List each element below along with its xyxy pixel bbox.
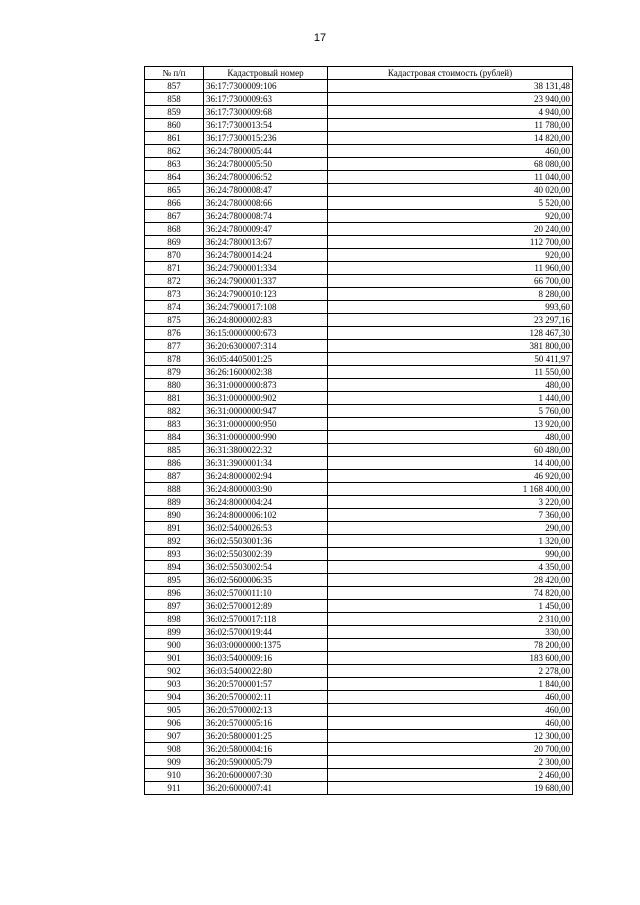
row-number: 879 (145, 366, 204, 379)
row-number: 866 (145, 197, 204, 210)
cadastral-number: 36:24:7800014:24 (204, 249, 328, 262)
row-number: 878 (145, 353, 204, 366)
cadastral-value: 14 400,00 (328, 457, 573, 470)
row-number: 880 (145, 379, 204, 392)
page-number: 17 (313, 32, 327, 44)
table-row (145, 223, 573, 236)
cadastral-number: 36:02:5503002:54 (204, 561, 328, 574)
row-number: 892 (145, 535, 204, 548)
cadastral-value: 5 760,00 (328, 405, 573, 418)
row-number: 905 (145, 704, 204, 717)
cadastral-number: 36:26:1600002:38 (204, 366, 328, 379)
cadastral-value: 2 278,00 (328, 665, 573, 678)
cadastral-number: 36:31:0000000:873 (204, 379, 328, 392)
row-number: 885 (145, 444, 204, 457)
table-row (145, 574, 573, 587)
cadastral-value: 11 040,00 (328, 171, 573, 184)
cadastral-number: 36:31:0000000:990 (204, 431, 328, 444)
row-number: 862 (145, 145, 204, 158)
table-row (145, 639, 573, 652)
cadastral-number: 36:24:7800005:50 (204, 158, 328, 171)
row-number: 902 (145, 665, 204, 678)
row-number: 863 (145, 158, 204, 171)
cadastral-number: 36:20:6300007:314 (204, 340, 328, 353)
table-row (145, 145, 573, 158)
table-row (145, 444, 573, 457)
cadastral-number: 36:20:5800004:16 (204, 743, 328, 756)
cadastral-number: 36:02:5700019:44 (204, 626, 328, 639)
cadastral-number: 36:31:0000000:950 (204, 418, 328, 431)
cadastral-value: 11 960,00 (328, 262, 573, 275)
cadastral-number: 36:24:7800009:47 (204, 223, 328, 236)
cadastral-number: 36:17:7300009:63 (204, 93, 328, 106)
cadastral-value: 28 420,00 (328, 574, 573, 587)
table-header (145, 67, 573, 80)
row-number: 909 (145, 756, 204, 769)
cadastral-number: 36:24:7800008:47 (204, 184, 328, 197)
cadastral-number: 36:24:7800008:66 (204, 197, 328, 210)
cadastral-value: 381 800,00 (328, 340, 573, 353)
cadastral-value: 2 460,00 (328, 769, 573, 782)
row-number: 907 (145, 730, 204, 743)
cadastral-number: 36:17:7300015:236 (204, 132, 328, 145)
table-row (145, 327, 573, 340)
table-row (145, 457, 573, 470)
cadastral-number: 36:20:5700005:16 (204, 717, 328, 730)
cadastral-value: 20 240,00 (328, 223, 573, 236)
row-number: 857 (145, 80, 204, 93)
row-number: 869 (145, 236, 204, 249)
cadastral-value: 290,00 (328, 522, 573, 535)
cadastral-number: 36:02:5700017:118 (204, 613, 328, 626)
row-number: 893 (145, 548, 204, 561)
row-number: 874 (145, 301, 204, 314)
header-row-number: № п/п (145, 67, 204, 80)
cadastral-number: 36:20:6000007:30 (204, 769, 328, 782)
cadastral-value: 50 411,97 (328, 353, 573, 366)
cadastral-number: 36:02:5600006:35 (204, 574, 328, 587)
table-row (145, 431, 573, 444)
cadastral-number: 36:31:0000000:902 (204, 392, 328, 405)
cadastral-value: 460,00 (328, 691, 573, 704)
table-row (145, 340, 573, 353)
cadastral-number: 36:20:5800001:25 (204, 730, 328, 743)
table-body (145, 80, 573, 795)
cadastral-value: 183 600,00 (328, 652, 573, 665)
table-row (145, 366, 573, 379)
row-number: 872 (145, 275, 204, 288)
cadastral-value: 66 700,00 (328, 275, 573, 288)
cadastral-value: 1 840,00 (328, 678, 573, 691)
row-number: 888 (145, 483, 204, 496)
cadastral-value: 4 350,00 (328, 561, 573, 574)
table-row (145, 80, 573, 93)
cadastral-number: 36:31:3800022:32 (204, 444, 328, 457)
cadastral-number: 36:20:5900005:79 (204, 756, 328, 769)
header-cadastral-value: Кадастровая стоимость (рублей) (328, 67, 573, 80)
table-row (145, 392, 573, 405)
cadastral-value: 40 020,00 (328, 184, 573, 197)
cadastral-value-table (144, 66, 573, 795)
table-row (145, 522, 573, 535)
table-row (145, 249, 573, 262)
cadastral-number: 36:31:3900001:34 (204, 457, 328, 470)
table-row (145, 236, 573, 249)
cadastral-value: 7 360,00 (328, 509, 573, 522)
cadastral-number: 36:24:8000002:94 (204, 470, 328, 483)
table-row (145, 418, 573, 431)
cadastral-value: 920,00 (328, 210, 573, 223)
row-number: 859 (145, 106, 204, 119)
row-number: 891 (145, 522, 204, 535)
table-row (145, 730, 573, 743)
cadastral-number: 36:02:5503002:39 (204, 548, 328, 561)
cadastral-number: 36:20:5700002:11 (204, 691, 328, 704)
row-number: 895 (145, 574, 204, 587)
table-row (145, 756, 573, 769)
cadastral-value: 38 131,48 (328, 80, 573, 93)
row-number: 875 (145, 314, 204, 327)
table-row (145, 665, 573, 678)
cadastral-number: 36:20:6000007:41 (204, 782, 328, 795)
cadastral-value: 74 820,00 (328, 587, 573, 600)
table-row (145, 106, 573, 119)
cadastral-number: 36:15:0000000:673 (204, 327, 328, 340)
cadastral-number: 36:02:5400026:53 (204, 522, 328, 535)
row-number: 868 (145, 223, 204, 236)
cadastral-number: 36:02:5700011:10 (204, 587, 328, 600)
cadastral-value: 11 780,00 (328, 119, 573, 132)
table-row (145, 275, 573, 288)
cadastral-number: 36:02:5700012:89 (204, 600, 328, 613)
table-row (145, 171, 573, 184)
cadastral-value: 14 820,00 (328, 132, 573, 145)
cadastral-number: 36:24:8000002:83 (204, 314, 328, 327)
table-row (145, 132, 573, 145)
row-number: 884 (145, 431, 204, 444)
row-number: 883 (145, 418, 204, 431)
cadastral-value: 993,60 (328, 301, 573, 314)
table-row (145, 561, 573, 574)
cadastral-number: 36:20:5700001:57 (204, 678, 328, 691)
row-number: 896 (145, 587, 204, 600)
cadastral-number: 36:20:5700002:13 (204, 704, 328, 717)
cadastral-value: 480,00 (328, 379, 573, 392)
cadastral-value: 128 467,30 (328, 327, 573, 340)
row-number: 903 (145, 678, 204, 691)
cadastral-value: 23 940,00 (328, 93, 573, 106)
table-row (145, 210, 573, 223)
table-row (145, 600, 573, 613)
cadastral-number: 36:24:7800013:67 (204, 236, 328, 249)
cadastral-value: 68 080,00 (328, 158, 573, 171)
table-row (145, 119, 573, 132)
cadastral-number: 36:24:8000004:24 (204, 496, 328, 509)
table-row (145, 535, 573, 548)
cadastral-number: 36:03:5400022:80 (204, 665, 328, 678)
cadastral-value: 480,00 (328, 431, 573, 444)
table-row (145, 262, 573, 275)
table-row (145, 93, 573, 106)
table-row (145, 678, 573, 691)
cadastral-number: 36:31:0000000:947 (204, 405, 328, 418)
table-row (145, 483, 573, 496)
cadastral-value: 2 310,00 (328, 613, 573, 626)
cadastral-number: 36:17:7300013:54 (204, 119, 328, 132)
table-row (145, 379, 573, 392)
cadastral-value: 460,00 (328, 704, 573, 717)
cadastral-number: 36:24:7800005:44 (204, 145, 328, 158)
table-row (145, 743, 573, 756)
cadastral-number: 36:05:4405001:25 (204, 353, 328, 366)
cadastral-value: 13 920,00 (328, 418, 573, 431)
header-cadastral-number: Кадастровый номер (204, 67, 328, 80)
cadastral-value: 5 520,00 (328, 197, 573, 210)
table-row (145, 197, 573, 210)
cadastral-number: 36:24:7900001:337 (204, 275, 328, 288)
table-row (145, 587, 573, 600)
cadastral-value: 990,00 (328, 548, 573, 561)
table-row (145, 626, 573, 639)
cadastral-number: 36:24:7900017:108 (204, 301, 328, 314)
table-row (145, 496, 573, 509)
table-row (145, 717, 573, 730)
cadastral-value: 112 700,00 (328, 236, 573, 249)
cadastral-number: 36:24:7900010:123 (204, 288, 328, 301)
table-row (145, 353, 573, 366)
table-row (145, 288, 573, 301)
row-number: 861 (145, 132, 204, 145)
header-row (145, 67, 573, 80)
row-number: 864 (145, 171, 204, 184)
row-number: 887 (145, 470, 204, 483)
row-number: 876 (145, 327, 204, 340)
row-number: 882 (145, 405, 204, 418)
row-number: 904 (145, 691, 204, 704)
cadastral-value: 1 320,00 (328, 535, 573, 548)
row-number: 870 (145, 249, 204, 262)
cadastral-value: 4 940,00 (328, 106, 573, 119)
cadastral-value: 8 280,00 (328, 288, 573, 301)
row-number: 889 (145, 496, 204, 509)
cadastral-number: 36:24:7800006:52 (204, 171, 328, 184)
cadastral-value: 330,00 (328, 626, 573, 639)
table-row (145, 704, 573, 717)
row-number: 898 (145, 613, 204, 626)
table-row (145, 613, 573, 626)
row-number: 899 (145, 626, 204, 639)
cadastral-number: 36:03:0000000:1375 (204, 639, 328, 652)
table-row (145, 158, 573, 171)
row-number: 860 (145, 119, 204, 132)
row-number: 901 (145, 652, 204, 665)
cadastral-number: 36:24:7800008:74 (204, 210, 328, 223)
table-row (145, 782, 573, 795)
table-row (145, 691, 573, 704)
table-row (145, 184, 573, 197)
cadastral-value: 460,00 (328, 145, 573, 158)
row-number: 897 (145, 600, 204, 613)
cadastral-value: 2 300,00 (328, 756, 573, 769)
cadastral-value: 46 920,00 (328, 470, 573, 483)
table-row (145, 301, 573, 314)
row-number: 877 (145, 340, 204, 353)
row-number: 890 (145, 509, 204, 522)
table-row (145, 769, 573, 782)
cadastral-value: 1 168 400,00 (328, 483, 573, 496)
cadastral-number: 36:24:8000003:90 (204, 483, 328, 496)
cadastral-value: 12 300,00 (328, 730, 573, 743)
row-number: 865 (145, 184, 204, 197)
cadastral-value: 920,00 (328, 249, 573, 262)
cadastral-number: 36:17:7300009:106 (204, 80, 328, 93)
cadastral-number: 36:02:5503001:36 (204, 535, 328, 548)
row-number: 906 (145, 717, 204, 730)
row-number: 886 (145, 457, 204, 470)
row-number: 873 (145, 288, 204, 301)
row-number: 871 (145, 262, 204, 275)
table-row (145, 548, 573, 561)
cadastral-number: 36:24:7900001:334 (204, 262, 328, 275)
row-number: 910 (145, 769, 204, 782)
cadastral-value: 1 440,00 (328, 392, 573, 405)
row-number: 911 (145, 782, 204, 795)
table-row (145, 509, 573, 522)
row-number: 894 (145, 561, 204, 574)
table-row (145, 470, 573, 483)
cadastral-value: 23 297,16 (328, 314, 573, 327)
cadastral-value: 1 450,00 (328, 600, 573, 613)
cadastral-number: 36:03:5400009:16 (204, 652, 328, 665)
table-row (145, 652, 573, 665)
row-number: 867 (145, 210, 204, 223)
cadastral-value: 460,00 (328, 717, 573, 730)
cadastral-number: 36:17:7300009:68 (204, 106, 328, 119)
cadastral-value: 78 200,00 (328, 639, 573, 652)
cadastral-value: 19 680,00 (328, 782, 573, 795)
cadastral-value: 60 480,00 (328, 444, 573, 457)
row-number: 908 (145, 743, 204, 756)
cadastral-number: 36:24:8000006:102 (204, 509, 328, 522)
table-row (145, 314, 573, 327)
cadastral-value: 3 220,00 (328, 496, 573, 509)
row-number: 858 (145, 93, 204, 106)
cadastral-value: 11 550,00 (328, 366, 573, 379)
row-number: 881 (145, 392, 204, 405)
table-row (145, 405, 573, 418)
row-number: 900 (145, 639, 204, 652)
cadastral-value: 20 700,00 (328, 743, 573, 756)
